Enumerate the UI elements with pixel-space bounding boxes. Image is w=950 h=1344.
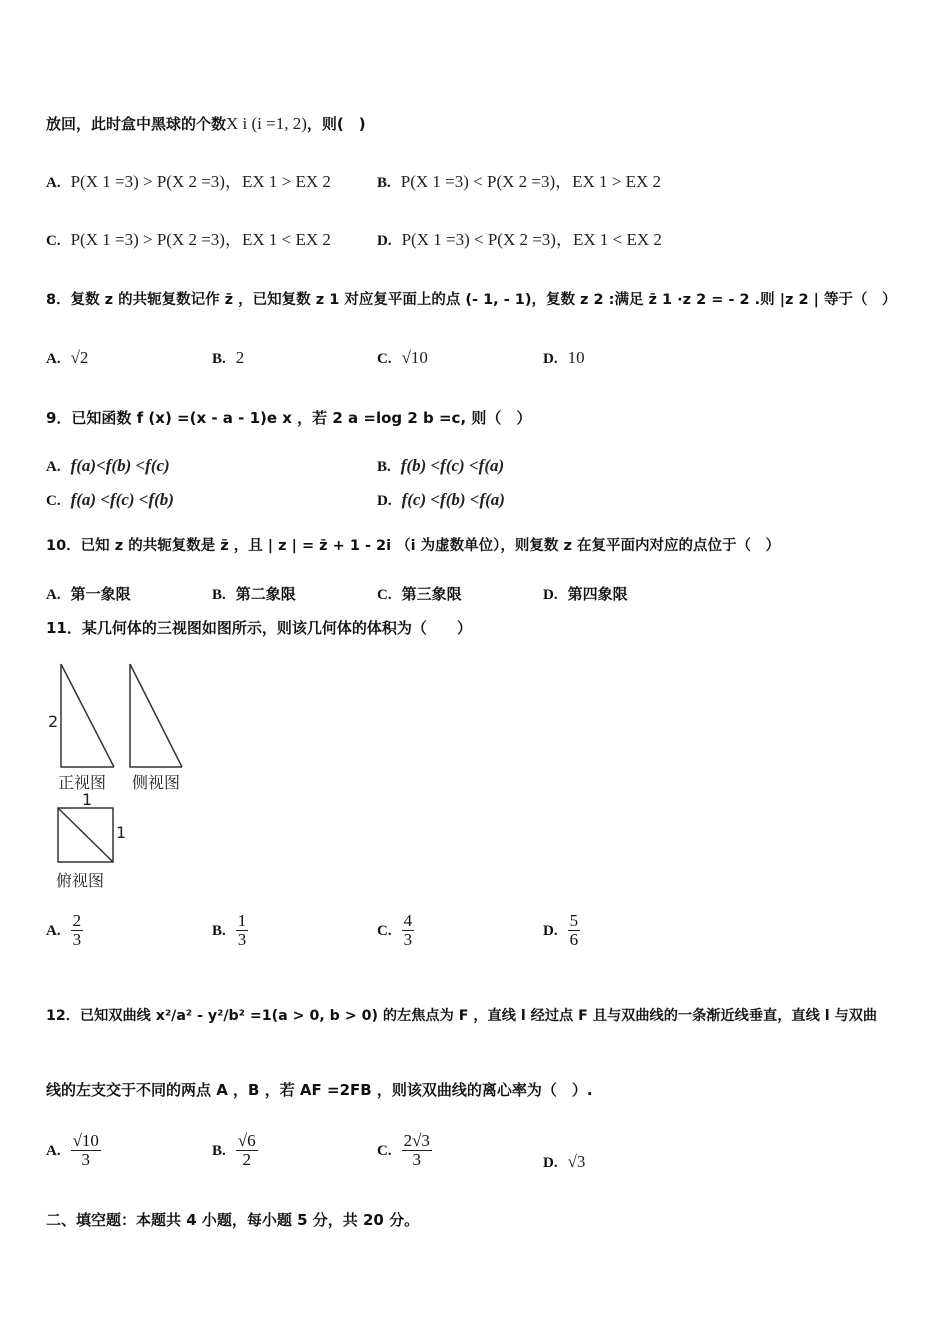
q12-stem-line2: 线的左支交于不同的两点 A ，B ，若 AF =2FB ，则该双曲线的离心率为（ ）.	[46, 1081, 593, 1099]
side-view	[130, 664, 182, 767]
top-view	[58, 808, 113, 862]
q9-stem: 9．已知函数 f (x) =(x - a - 1)e x ，若 2 a =log 2 b =c, 则（ ）	[46, 409, 532, 427]
q9-option-b: B. f(b) <f(c) <f(a)	[377, 456, 505, 475]
q12-option-b: B. $\frac{√6}{2}$	[212, 1131, 256, 1169]
q8-option-a: A. √2	[46, 348, 89, 367]
q7-option-d: D. P(X 1 =3) < P(X 2 =3)，EX 1 < EX 2	[377, 230, 662, 249]
q7-option-c: C. P(X 1 =3) > P(X 2 =3)，EX 1 < EX 2	[46, 230, 331, 249]
q7-option-b: B. P(X 1 =3) < P(X 2 =3)，EX 1 > EX 2	[377, 172, 662, 191]
front-view-label: 正视图	[58, 773, 107, 792]
q7-tail-text: 放回，此时盒中黑球的个数	[46, 115, 227, 133]
q8-option-d: D. 10	[543, 348, 585, 367]
q12-option-c: C. $\frac{2√3}{3}$	[377, 1131, 430, 1169]
q12-option-d: D. √3	[543, 1152, 586, 1171]
q7-tail-math: X i (i =1, 2)	[226, 114, 307, 133]
q11-stem: 11．某几何体的三视图如图所示，则该几何体的体积为（ ）	[46, 619, 472, 637]
side-view-label: 侧视图	[132, 773, 181, 792]
q9-option-a: A. f(a)<f(b) <f(c)	[46, 456, 170, 475]
q7-tail	[46, 114, 366, 134]
top-width-label: 1	[82, 790, 93, 809]
q10-option-c: C. 第三象限	[377, 585, 462, 603]
q8-stem: 8．复数 z 的共轭复数记作 z̄ ，已知复数 z 1 对应复平面上的点 (- 1, - 1)，复数 z 2 :满足 z̄ 1 ·z 2 = - 2 .则 |z 2 | 等于（ ）	[46, 292, 897, 308]
q11-option-b: B. $\frac{1}{3}$	[212, 911, 247, 949]
front-height-label: 2	[48, 712, 59, 731]
top-view-label: 俯视图	[56, 871, 105, 890]
q9-option-c: C. f(a) <f(c) <f(b)	[46, 490, 174, 509]
section-2-heading: 二、填空题：本题共 4 小题，每小题 5 分，共 20 分。	[46, 1211, 420, 1229]
q10-stem: 10．已知 z 的共轭复数是 z̄ ，且 | z | = z̄ + 1 - 2i （i 为虚数单位），则复数 z 在复平面内对应的点位于（ ）	[46, 538, 780, 554]
q7-option-a: A. P(X 1 =3) > P(X 2 =3)，EX 1 > EX 2	[46, 172, 331, 191]
q10-option-d: D. 第四象限	[543, 585, 628, 603]
q12-stem-line1: 12．已知双曲线 x²/a² - y²/b² =1(a > 0, b > 0) 的左焦点为 F ，直线 l 经过点 F 且与双曲线的一条渐近线垂直，直线 l 与双曲	[46, 1008, 878, 1024]
q12-option-a: A. $\frac{√10}{3}$	[46, 1131, 99, 1169]
q8-option-c: C. √10	[377, 348, 428, 367]
q11-option-a: A. $\frac{2}{3}$	[46, 911, 82, 949]
q8-option-b: B. 2	[212, 348, 245, 367]
q10-option-a: A. 第一象限	[46, 585, 131, 603]
top-depth-label: 1	[116, 823, 127, 842]
q7-tail-end: ，则( )	[306, 115, 366, 133]
q9-option-d: D. f(c) <f(b) <f(a)	[377, 490, 505, 509]
front-view	[61, 664, 114, 767]
q10-option-b: B. 第二象限	[212, 585, 296, 603]
q11-option-c: C. $\frac{4}{3}$	[377, 911, 413, 949]
q11-option-d: D. $\frac{5}{6}$	[543, 911, 579, 949]
